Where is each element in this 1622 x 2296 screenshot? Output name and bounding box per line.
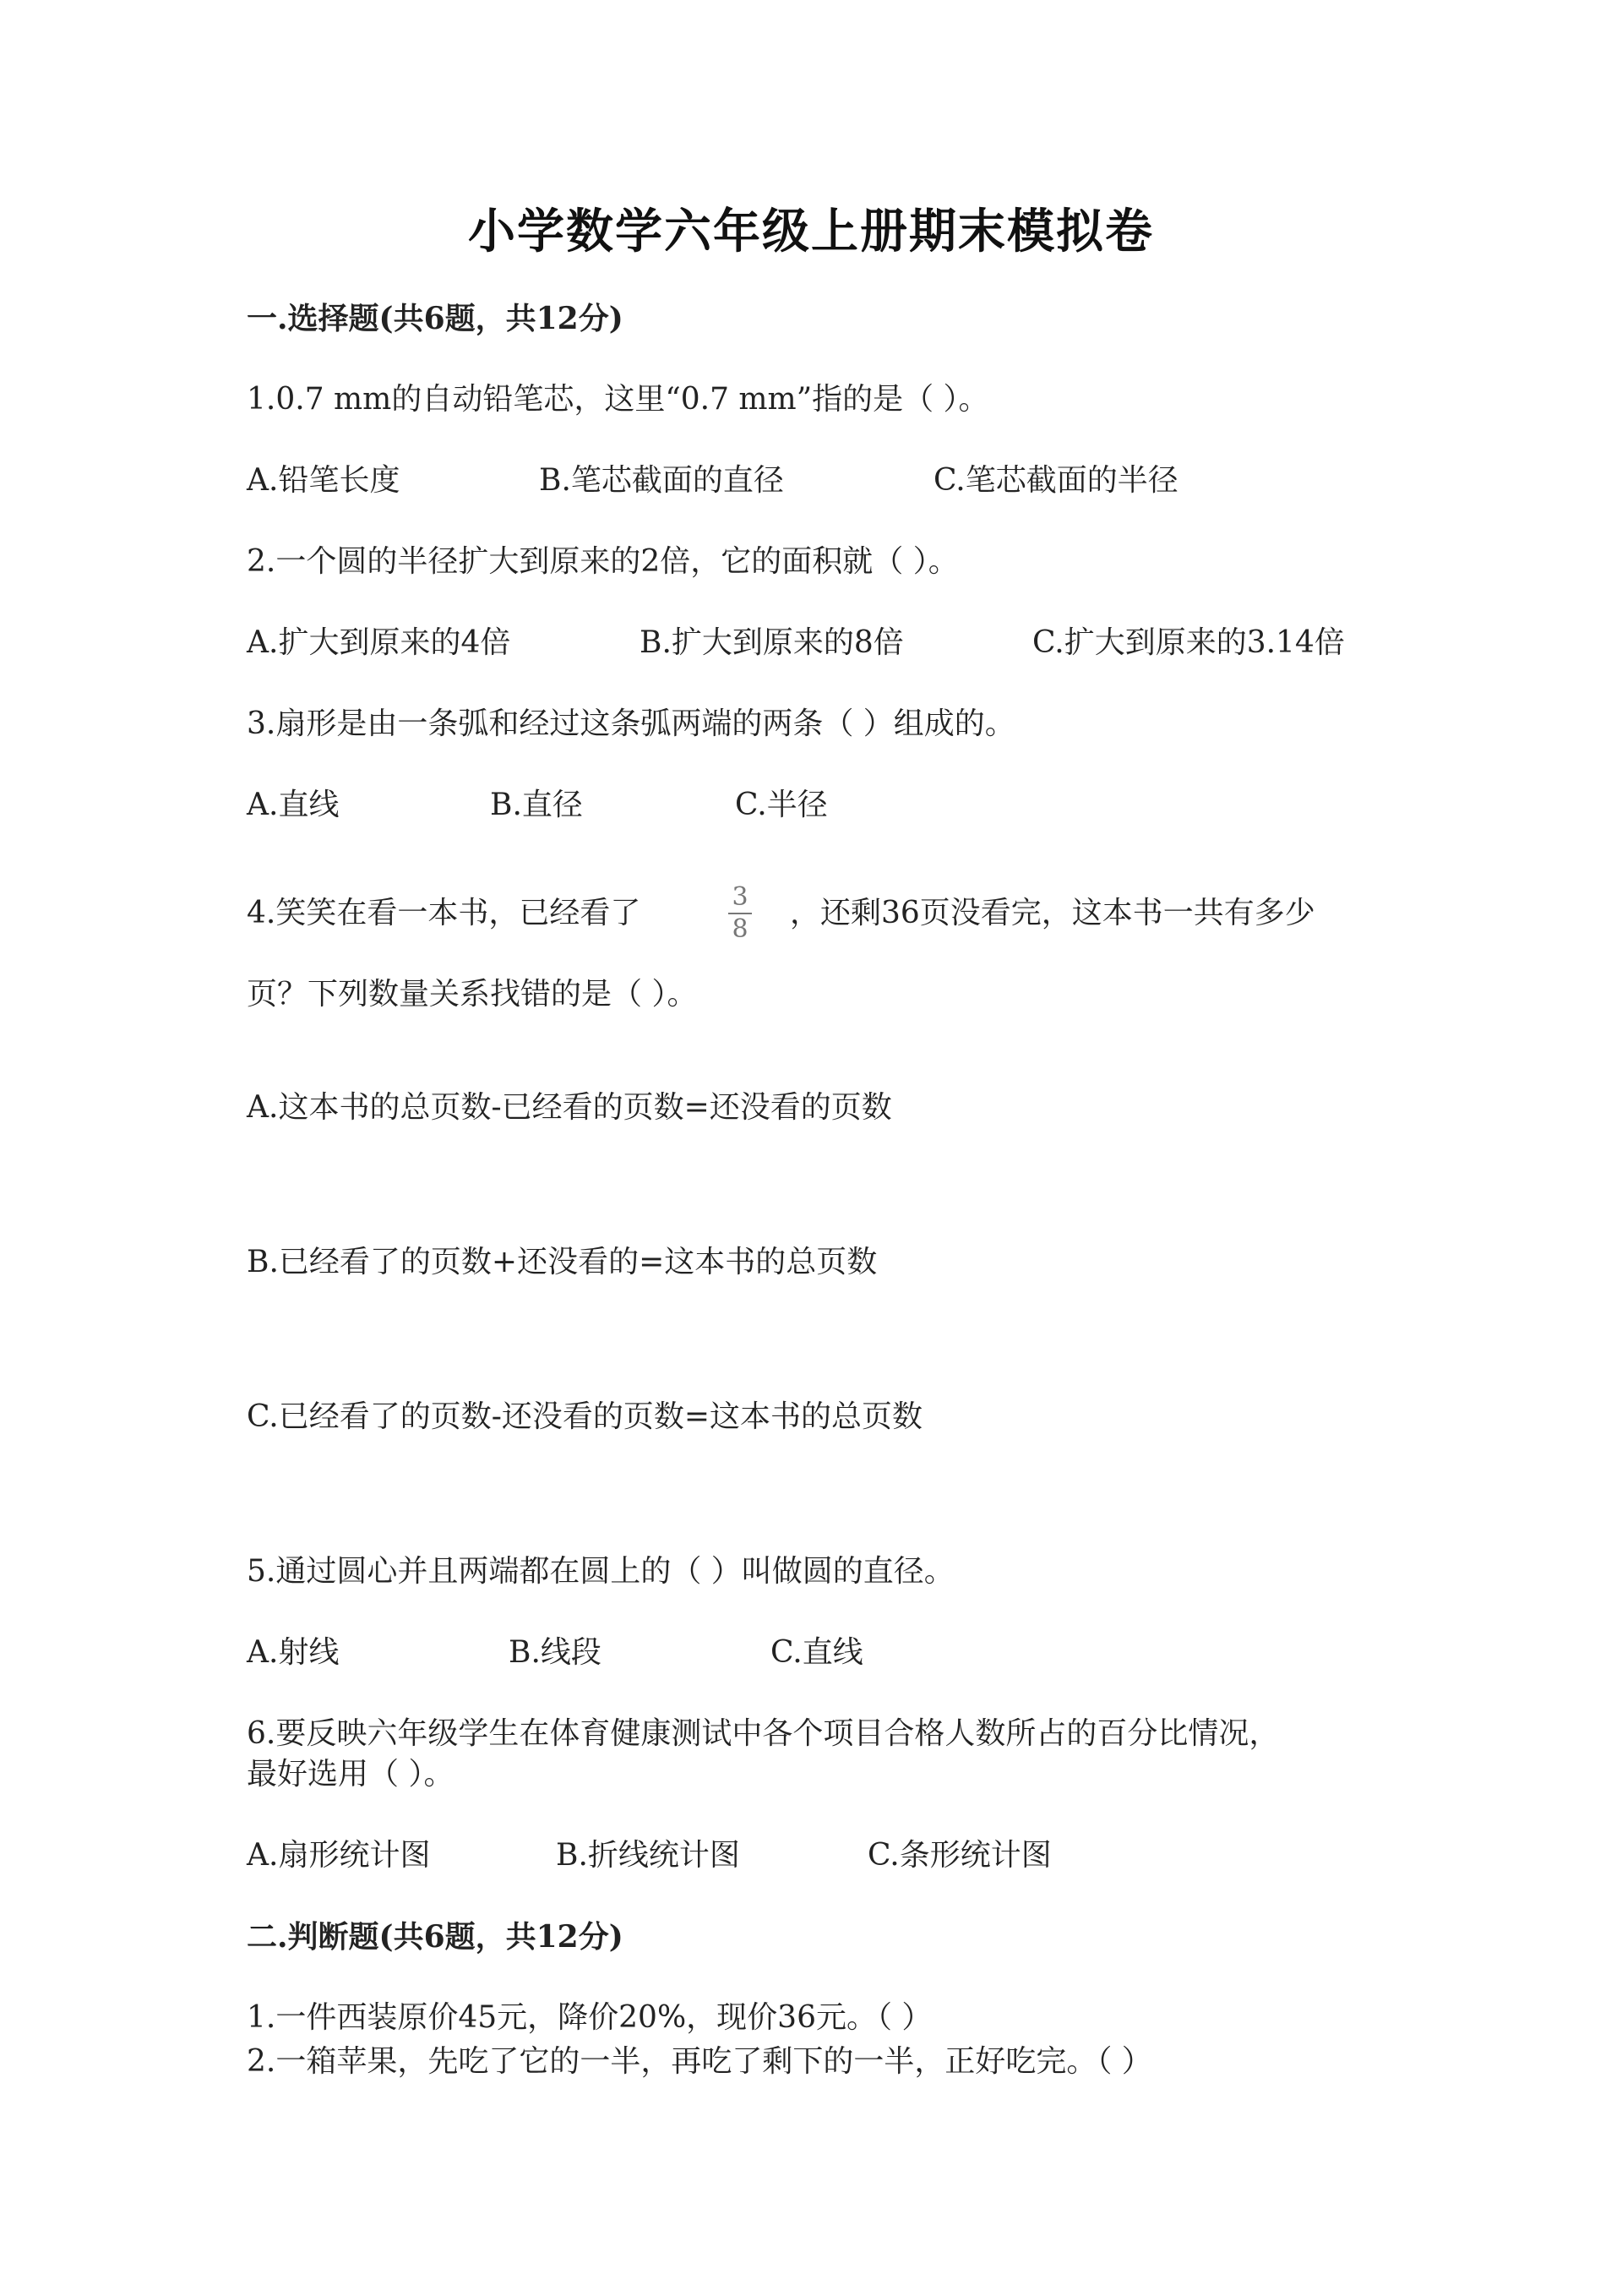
question-1-option-a: A.铅笔长度 xyxy=(247,463,400,498)
question-6-option-b: B.折线统计图 xyxy=(556,1838,740,1873)
question-1-option-c: C.笔芯截面的半径 xyxy=(933,463,1178,498)
question-2-option-a: A.扩大到原来的4倍 xyxy=(247,625,511,660)
fraction-denominator: 8 xyxy=(732,914,748,944)
question-3-stem: 3.扇形是由一条弧和经过这条弧两端的两条（ ）组成的。 xyxy=(247,706,1015,741)
question-1-option-b: B.笔芯截面的直径 xyxy=(539,463,784,498)
section-heading-judgment: 二.判断题(共6题，共12分) xyxy=(247,1919,623,1955)
question-4-option-b: B.已经看了的页数+还没看的=这本书的总页数 xyxy=(247,1245,878,1279)
question-4-stem-part2: ，还剩36页没看完，这本书一共有多少 xyxy=(790,896,1315,930)
question-6-stem: 6.要反映六年级学生在体育健康测试中各个项目合格人数所占的百分比情况， xyxy=(247,1716,1280,1751)
page-title: 小学数学六年级上册期末模拟卷 xyxy=(468,204,1154,259)
question-6-stem-line2: 最好选用（ ）。 xyxy=(247,1757,454,1792)
question-5-option-a: A.射线 xyxy=(247,1635,340,1670)
question-2-option-b: B.扩大到原来的8倍 xyxy=(640,625,904,660)
question-3-option-c: C.半径 xyxy=(735,788,828,822)
question-2-option-c: C.扩大到原来的3.14倍 xyxy=(1032,625,1345,660)
question-3-option-a: A.直线 xyxy=(247,788,340,822)
question-5-stem: 5.通过圆心并且两端都在圆上的（ ）叫做圆的直径。 xyxy=(247,1554,955,1589)
judgment-item-2: 2.一箱苹果，先吃了它的一半，再吃了剩下的一半，正好吃完。（ ） xyxy=(247,2044,1152,2079)
question-1-stem: 1.0.7 mm的自动铅笔芯，这里“0.7 mm”指的是（ ）。 xyxy=(247,382,989,417)
fraction-three-eighths xyxy=(725,884,755,943)
question-6-option-a: A.扇形统计图 xyxy=(247,1838,431,1873)
question-5-option-c: C.直线 xyxy=(770,1635,863,1670)
fraction-numerator: 3 xyxy=(732,882,748,912)
question-2-stem: 2.一个圆的半径扩大到原来的2倍，它的面积就（ ）。 xyxy=(247,544,959,579)
question-4-stem-line2: 页？下列数量关系找错的是（ ）。 xyxy=(247,977,698,1012)
question-5-option-b: B.线段 xyxy=(509,1635,601,1670)
question-3-option-b: B.直径 xyxy=(490,788,583,822)
question-4-option-a: A.这本书的总页数-已经看的页数=还没看的页数 xyxy=(247,1090,892,1125)
question-6-option-c: C.条形统计图 xyxy=(868,1838,1052,1873)
question-4-stem-part1: 4.笑笑在看一本书，已经看了 xyxy=(247,896,641,930)
question-4-option-c: C.已经看了的页数-还没看的页数=这本书的总页数 xyxy=(247,1399,923,1434)
judgment-item-1: 1.一件西装原价45元，降价20%，现价36元。（ ） xyxy=(247,2000,933,2035)
section-heading-choice: 一.选择题(共6题，共12分) xyxy=(247,301,623,336)
